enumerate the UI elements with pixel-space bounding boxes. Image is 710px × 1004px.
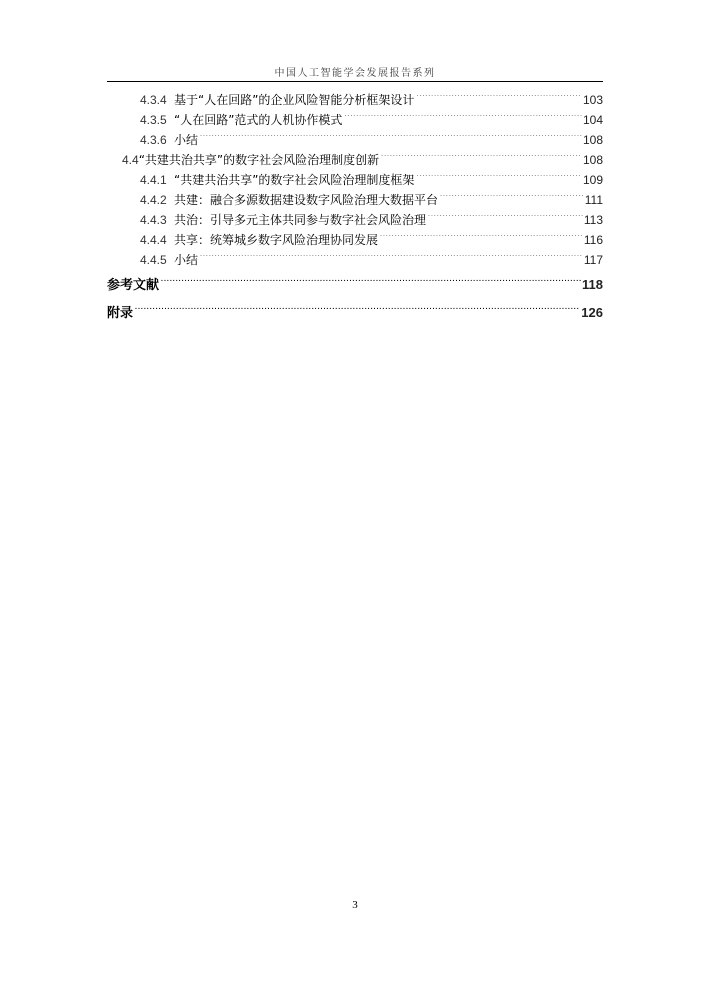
toc-entry-number: 4.3.4 [140,93,167,107]
toc-entry-page: 109 [582,173,603,187]
toc-entry-4-3-4[interactable] [107,88,603,107]
toc-entry-title: 小结 [174,253,199,267]
toc-entry-4-4[interactable] [107,148,603,167]
toc-entry-4-4-3[interactable] [107,208,603,227]
toc-entry-title: 共治：引导多元主体共同参与数字社会风险治理 [174,213,427,227]
toc-entry-page: 111 [584,193,603,207]
toc-entry-number: 4.4 [122,153,139,167]
toc-entry-4-3-5[interactable] [107,108,603,127]
dot-leader [135,301,580,317]
toc-entry-title: 共享：统筹城乡数字风险治理协同发展 [174,233,379,247]
toc-entry-4-4-5[interactable] [107,248,603,267]
running-header: 中国人工智能学会发展报告系列 [274,68,436,79]
toc-entry-title: 小结 [174,133,199,147]
toc-entry-number: 4.4.1 [140,173,167,187]
toc-entry-page: 113 [583,213,603,227]
dot-leader [200,128,582,144]
toc-entry-appendix[interactable] [107,301,603,321]
dot-leader [428,208,583,224]
dot-leader [416,88,582,104]
toc-entry-title: “共建共治共享”的数字社会风险治理制度框架 [174,173,415,187]
toc-entry-number: 4.4.5 [140,253,167,267]
toc-entry-4-4-2[interactable] [107,188,603,207]
toc-entry-page: 108 [582,153,603,167]
toc-entry-number: 4.3.5 [140,113,167,127]
toc-entry-page: 117 [583,253,603,267]
dot-leader [381,148,582,164]
toc-entry-number: 4.3.6 [140,133,167,147]
toc-entry-4-4-4[interactable] [107,228,603,247]
dot-leader [200,248,583,264]
dot-leader [380,228,583,244]
toc-entry-page: 103 [582,93,603,107]
toc-entry-title: 基于“人在回路”的企业风险智能分析框架设计 [174,93,415,107]
toc-entry-page: 126 [581,305,603,320]
toc-entry-title: 共建：融合多源数据建设数字风险治理大数据平台 [174,193,439,207]
dot-leader [440,188,584,204]
toc-entry-page: 116 [583,233,603,247]
toc-entry-page: 104 [582,113,603,127]
dot-leader [161,273,581,289]
toc-entry-title: 附录 [107,306,134,321]
toc-entry-number: 4.4.2 [140,193,167,207]
header-divider [107,81,603,82]
toc-entry-number: 4.4.3 [140,213,167,227]
toc-entry-number: 4.4.4 [140,233,167,247]
toc-entry-references[interactable] [107,273,603,293]
page-number: 3 [352,899,358,911]
toc-entry-4-4-1[interactable] [107,168,603,187]
dot-leader [344,108,582,124]
toc-entry-title: “人在回路”范式的人机协作模式 [174,113,343,127]
toc-entry-page: 108 [582,133,603,147]
toc-entry-title: “共建共治共享”的数字社会风险治理制度创新 [138,153,380,167]
dot-leader [416,168,582,184]
toc-entry-4-3-6[interactable] [107,128,603,147]
toc-entry-page: 118 [582,277,603,292]
toc-entry-title: 参考文献 [107,278,160,293]
